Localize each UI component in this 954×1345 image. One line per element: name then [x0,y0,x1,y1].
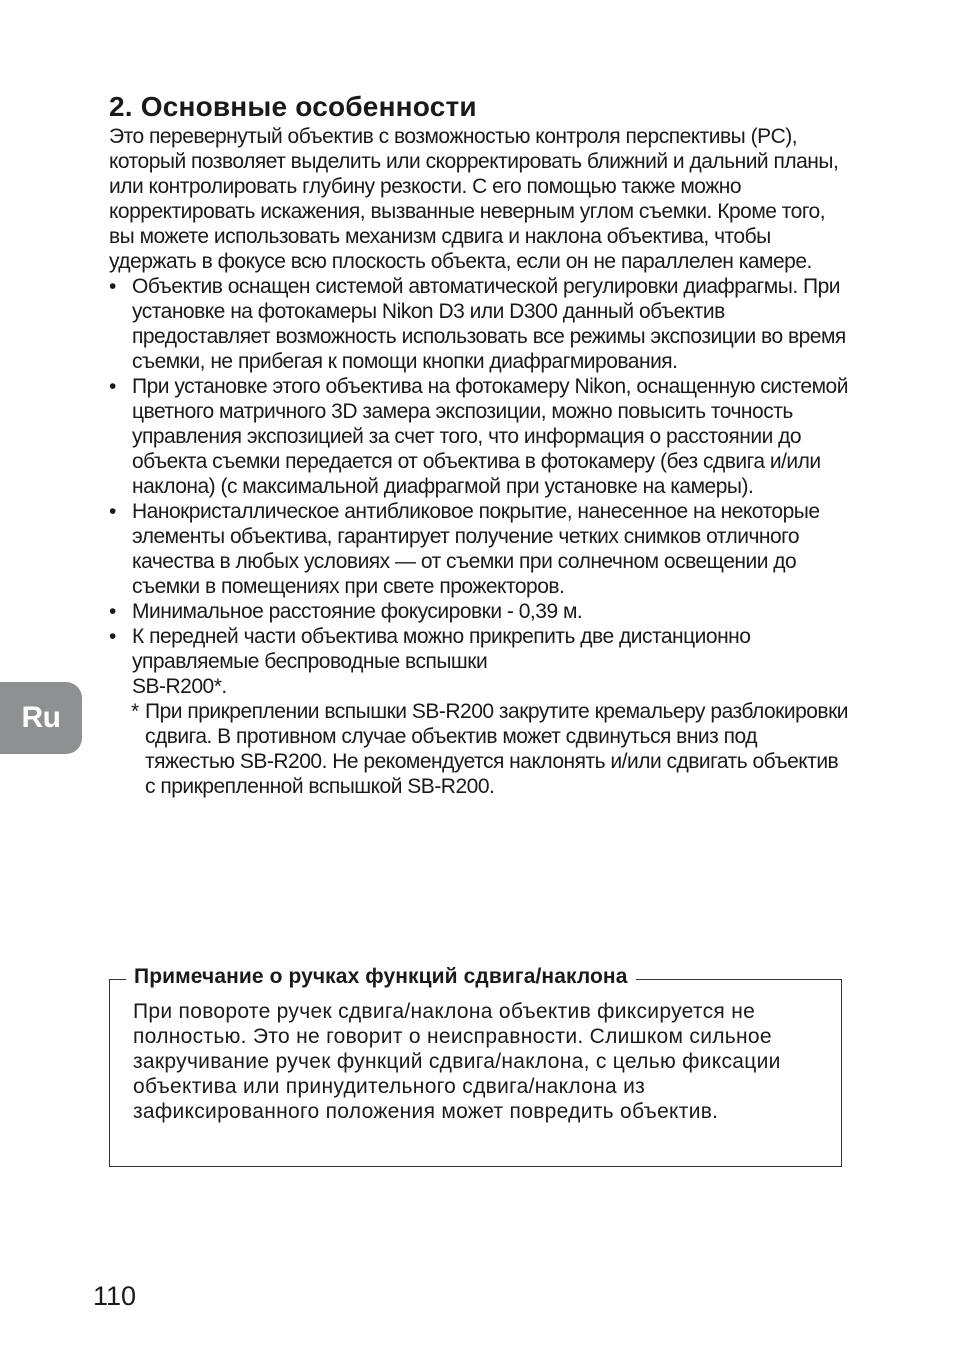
feature-item-3d-matrix [109,374,849,499]
language-tab-label: Ru [21,701,61,734]
feature-item-nano-coating [109,499,849,599]
feature-item-min-focus [109,599,849,624]
footnote-mark: * [131,700,139,723]
language-tab [0,682,82,754]
feature-text: При установке этого объектива на фотокамеру Nikon, оснащенную системой цветного матричного 3D замера экспозиции, можно повысить точность управления экспозицией за счет того, что информация о расстоянии до объекта съемки передается от объектива в фотокамеру (без сдвига и/или наклона) (с максимальной диафрагмой при установке на камеры). [132,375,848,498]
note-text: При повороте ручек сдвига/наклона объектив фиксируется не полностью. Это не говорит о неисправности. Слишком сильное закручивание ручек функций сдвига/наклона, с целью фиксации объектива или принудительного сдвига/наклона из зафиксированного положения может повредить объектив. [133,1000,781,1123]
feature-text: Минимальное расстояние фокусировки - 0,39 м. [132,600,583,623]
feature-item-auto-aperture [109,274,849,374]
footnote [109,699,849,799]
note-box [109,965,842,1167]
feature-text: Объектив оснащен системой автоматической регулировки диафрагмы. При установке на фотокамеры Nikon D3 или D300 данный объектив предоставляет возможность использовать все режимы экспозиции во время съемки, не прибегая к помощи кнопки диафрагмирования. [132,275,846,373]
feature-text-continued: SB-R200*. [132,675,227,698]
page-number: 110 [93,1281,137,1311]
feature-item-speedlights [109,624,849,699]
note-title: Примечание о ручках функций сдвига/наклона [126,963,636,991]
footnote-text: При прикреплении вспышки SB-R200 закрутите кремальеру разблокировки сдвига. В противном случае объектив может сдвинуться вниз под тяжестью SB-R200. Не рекомендуется наклонять и/или сдвигать объектив с прикрепленной вспышкой SB-R200. [145,700,849,798]
feature-list [109,274,849,699]
feature-text: К передней части объектива можно прикрепить две дистанционно управляемые беспроводные вспышки [132,625,751,673]
section-title: 2. Основные особенности [109,91,477,122]
intro-paragraph: Это перевернутый объектив с возможностью контроля перспективы (PC), который позволяет выделить или скорректировать ближний и дальний планы, или контролировать глубину резкости. С его помощью также можно корректировать искажения, вызванные неверным углом съемки. Кроме того, вы можете использовать механизм сдвига и наклона объектива, чтобы удержать в фокусе всю плоскость объекта, если он не параллелен камере. [109,125,839,273]
feature-text: Нанокристаллическое антибликовое покрытие, нанесенное на некоторые элементы объектива, гарантирует получение четких снимков отличного качества в любых условиях — от съемки при солнечном освещении до съемки в помещениях при свете прожекторов. [132,500,820,598]
main-content [109,90,849,799]
